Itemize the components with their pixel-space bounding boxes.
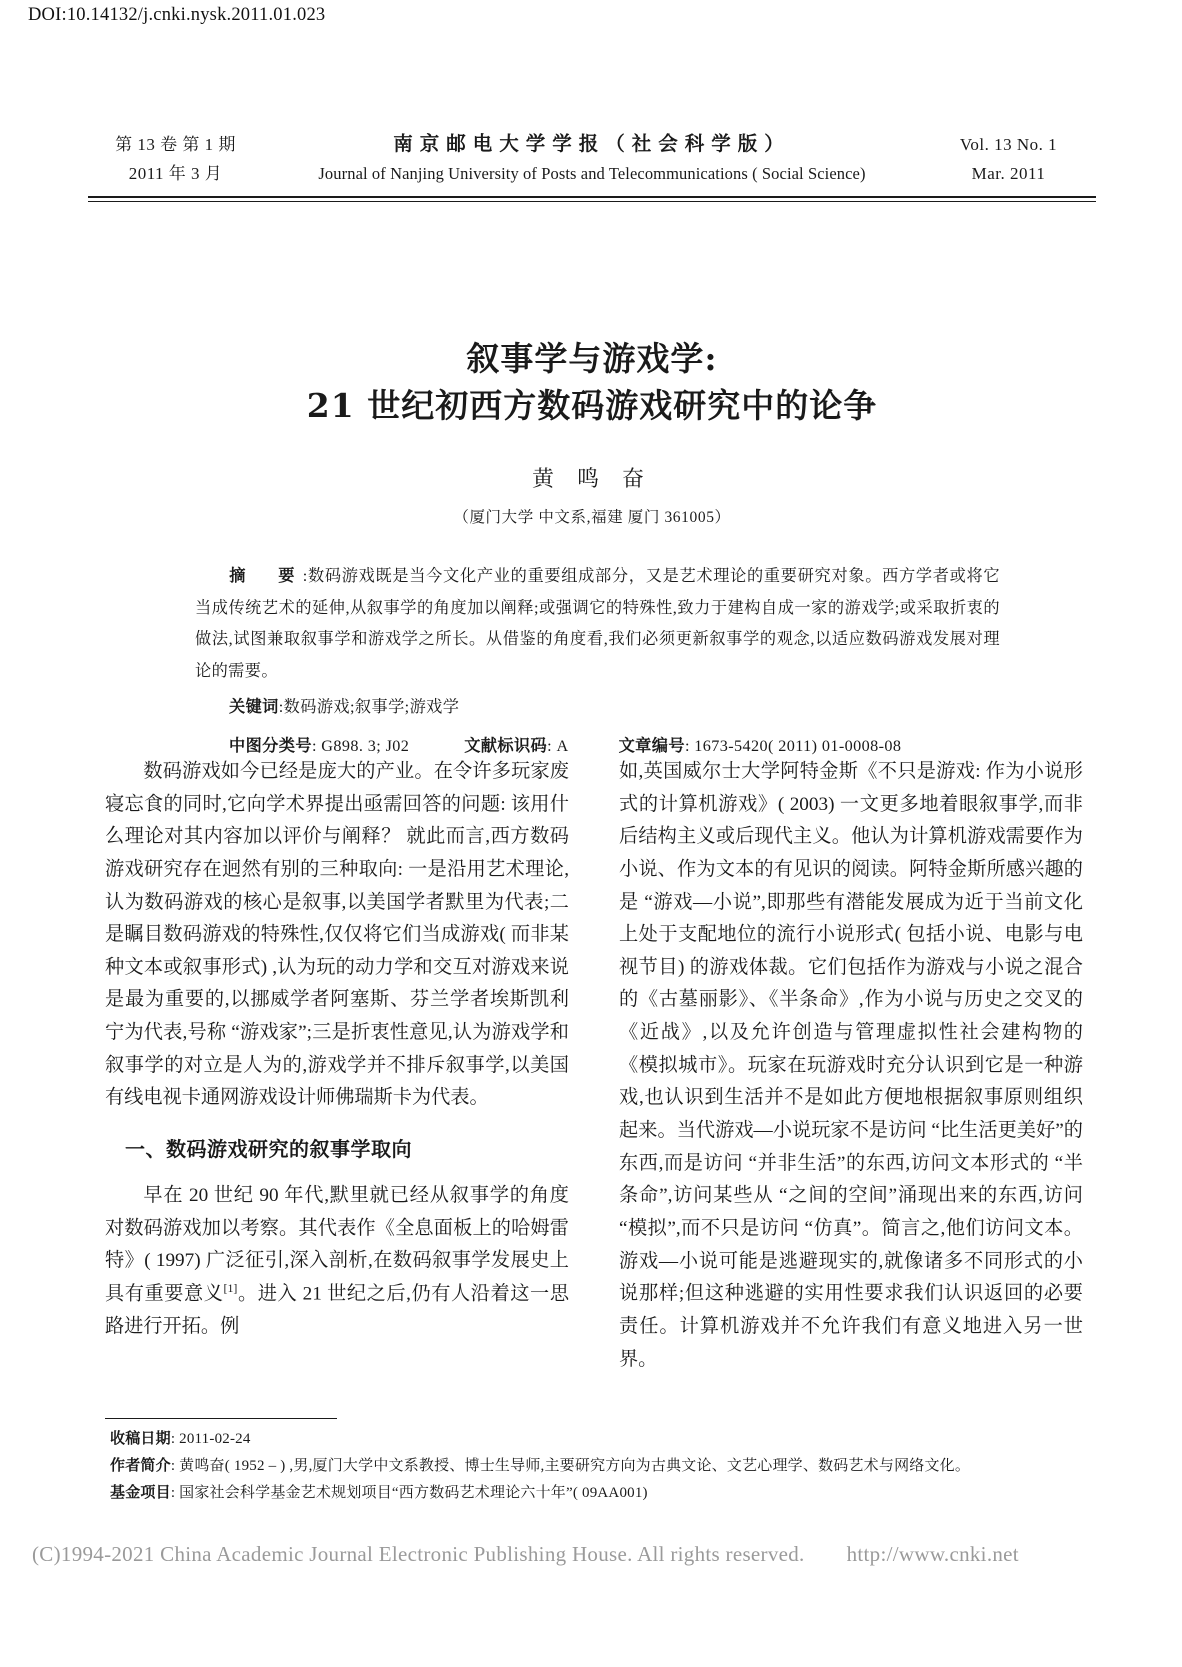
- reference-marker-1: [1]: [223, 1280, 238, 1295]
- journal-header-row-2: [88, 159, 1096, 184]
- doi-text: DOI:10.14132/j.cnki.nysk.2011.01.023: [28, 5, 326, 25]
- journal-title-cn: 南京邮电大学学报（社会科学版）: [393, 132, 791, 155]
- author-name: 黄 鸣 奋: [532, 466, 652, 492]
- received-date-line: [110, 1426, 1060, 1453]
- journal-header: [88, 128, 1096, 184]
- cnki-footer: [32, 1542, 1152, 1567]
- volume-issue-cn: 第 13 卷 第 1 期: [115, 135, 236, 154]
- section-heading-1: 一、数码游戏研究的叙事学取向: [125, 1137, 412, 1162]
- received-date-label: 收稿日期: [110, 1429, 171, 1447]
- abstract-paragraph: [195, 560, 1000, 687]
- volume-issue-en: Vol. 13 No. 1: [959, 135, 1058, 154]
- abstract-text: :数码游戏既是当今文化产业的重要组成部分，又是艺术理论的重要研究对象。西方学者或将它当成传统艺术的延伸,从叙事学的角度加以阐释;或强调它的特殊性,致力于建构自成一家的游戏学;或采取折衷的做法,试图兼取叙事学和游戏学之所长。从借鉴的角度看,我们必须更新叙事学的观念,以适应数码游戏发展对理论的需要。: [195, 567, 1001, 680]
- author-bio-line: [110, 1453, 1060, 1480]
- article-id-value: : 1673-5420( 2011) 01-0008-08: [684, 736, 902, 755]
- left-paragraph-1: 数码游戏如今已经是庞大的产业。在令许多玩家废寝忘食的同时,它向学术界提出亟需回答的问题: 该用什么理论对其内容加以评价与阐释？ 就此而言,西方数码游戏研究存在迥然有别的三种取向: 一是沿用艺术理论,认为数码游戏的核心是叙事,以美国学者默里为代表;二是瞩目数码游戏的特殊性,仅仅将它们当成游戏( 而非某种文本或叙事形式) ,认为玩的动力学和交互对游戏来说是最为重要的,以挪威学者阿塞斯、芬兰学者埃斯凯利宁为代表,号称 “游戏家”;三是折衷性意见,认为游戏学和叙事学的对立是人为的,游戏学并不排斥叙事学,以美国有线电视卡通网游戏设计师佛瑞斯卡为代表。: [105, 761, 569, 1109]
- clc-value: : G898. 3; J02: [311, 736, 410, 755]
- fund-project-value: : 国家社会科学基金艺术规划项目“西方数码艺术理论六十年”( 09AA001): [170, 1484, 648, 1501]
- journal-title-en: Journal of Nanjing University of Posts and Telecommunications ( Social Science): [318, 164, 866, 183]
- cnki-copyright-text: (C)1994-2021 China Academic Journal Electronic Publishing House. All rights reserved.: [32, 1542, 805, 1566]
- title-block: [88, 336, 1096, 527]
- doc-code-value: : A: [547, 736, 568, 755]
- right-paragraph-1: 如,英国威尔士大学阿特金斯《不只是游戏: 作为小说形式的计算机游戏》( 2003) 一文更多地着眼叙事学,而非后结构主义或后现代主义。他认为计算机游戏需要作为小说、作为文本的有见识的阅读。阿特金斯所感兴趣的是 “游戏—小说”,即那些有潜能发展成为近于当前文化上处于支配地位的流行小说形式( 包括小说、电影与电视节目) 的游戏体裁。它们包括作为游戏与小说之混合的《古墓丽影》、《半条命》,作为小说与历史之交叉的《近战》,以及允许创造与管理虚拟性社会建构物的《模拟城市》。玩家在玩游戏时充分认识到它是一种游戏,也认识到生活并不是如此方便地根据叙事原则组织起来。当代游戏—小说玩家不是访问 “比生活更美好”的东西,而是访问 “并非生活”的东西,访问文本形式的 “半条命”,访问某些从 “之间的空间”涌现出来的东西,访问 “模拟”,而不只是访问 “仿真”。简言之,他们访问文本。游戏—小说可能是逃避现实的,就像诸多不同形式的小说那样;但这种逃避的实用性要求我们认识返回的必要责任。计算机游戏并不允许我们有意义地进入另一世界。: [619, 761, 1083, 1370]
- left-paragraph-2: [105, 1180, 569, 1344]
- issue-date-cn: 2011 年 3 月: [128, 164, 223, 183]
- keywords-label: 关键词: [229, 697, 279, 717]
- body-columns: [105, 756, 1083, 1396]
- author-bio-value: : 黄鸣奋( 1952 – ) ,男,厦门大学中文系教授、博士生导师,主要研究方向为古典文论、文艺心理学、数码艺术与网络文化。: [170, 1457, 971, 1474]
- fund-project-label: 基金项目: [110, 1482, 171, 1501]
- journal-header-row-1: [88, 128, 1096, 156]
- article-id-label: 文章编号: [618, 735, 685, 755]
- left-column: [105, 756, 569, 1396]
- left-para2-part-a: 早在 20 世纪 90 年代,默里就已经从叙事学的角度对数码游戏加以考察。其代表作《全息面板上的哈姆雷特》( 1997) 广泛征引,深入剖析,在数码叙事学发展史上具有重要意义: [105, 1185, 569, 1305]
- author-affiliation: （厦门大学 中文系,福建 厦门 361005）: [453, 508, 731, 526]
- issue-date-en: Mar. 2011: [971, 164, 1046, 183]
- abstract-label: 摘 要: [229, 566, 303, 585]
- right-column: [619, 756, 1083, 1396]
- keywords-value: :数码游戏;叙事学;游戏学: [278, 698, 460, 717]
- keywords-line: [195, 691, 1000, 724]
- received-date-value: : 2011-02-24: [170, 1431, 251, 1447]
- author-bio-label: 作者简介: [110, 1455, 171, 1474]
- article-title-line2: 21 世纪初西方数码游戏研究中的论争: [306, 385, 878, 425]
- left-para2-part-b: 。进入 21 世纪之后,仍有人沿着这一思路进行开拓。例: [105, 1283, 570, 1337]
- article-title-line1: 叙事学与游戏学:: [466, 339, 718, 378]
- header-divider: [88, 196, 1096, 202]
- doc-code-label: 文献标识码: [464, 735, 548, 755]
- fund-project-line: [110, 1480, 1060, 1507]
- cnki-url: http://www.cnki.net: [846, 1542, 1019, 1566]
- abstract-block: [195, 560, 1000, 763]
- footnote-divider: [105, 1418, 337, 1419]
- clc-label: 中图分类号: [229, 735, 312, 755]
- footnotes-block: [110, 1426, 1060, 1506]
